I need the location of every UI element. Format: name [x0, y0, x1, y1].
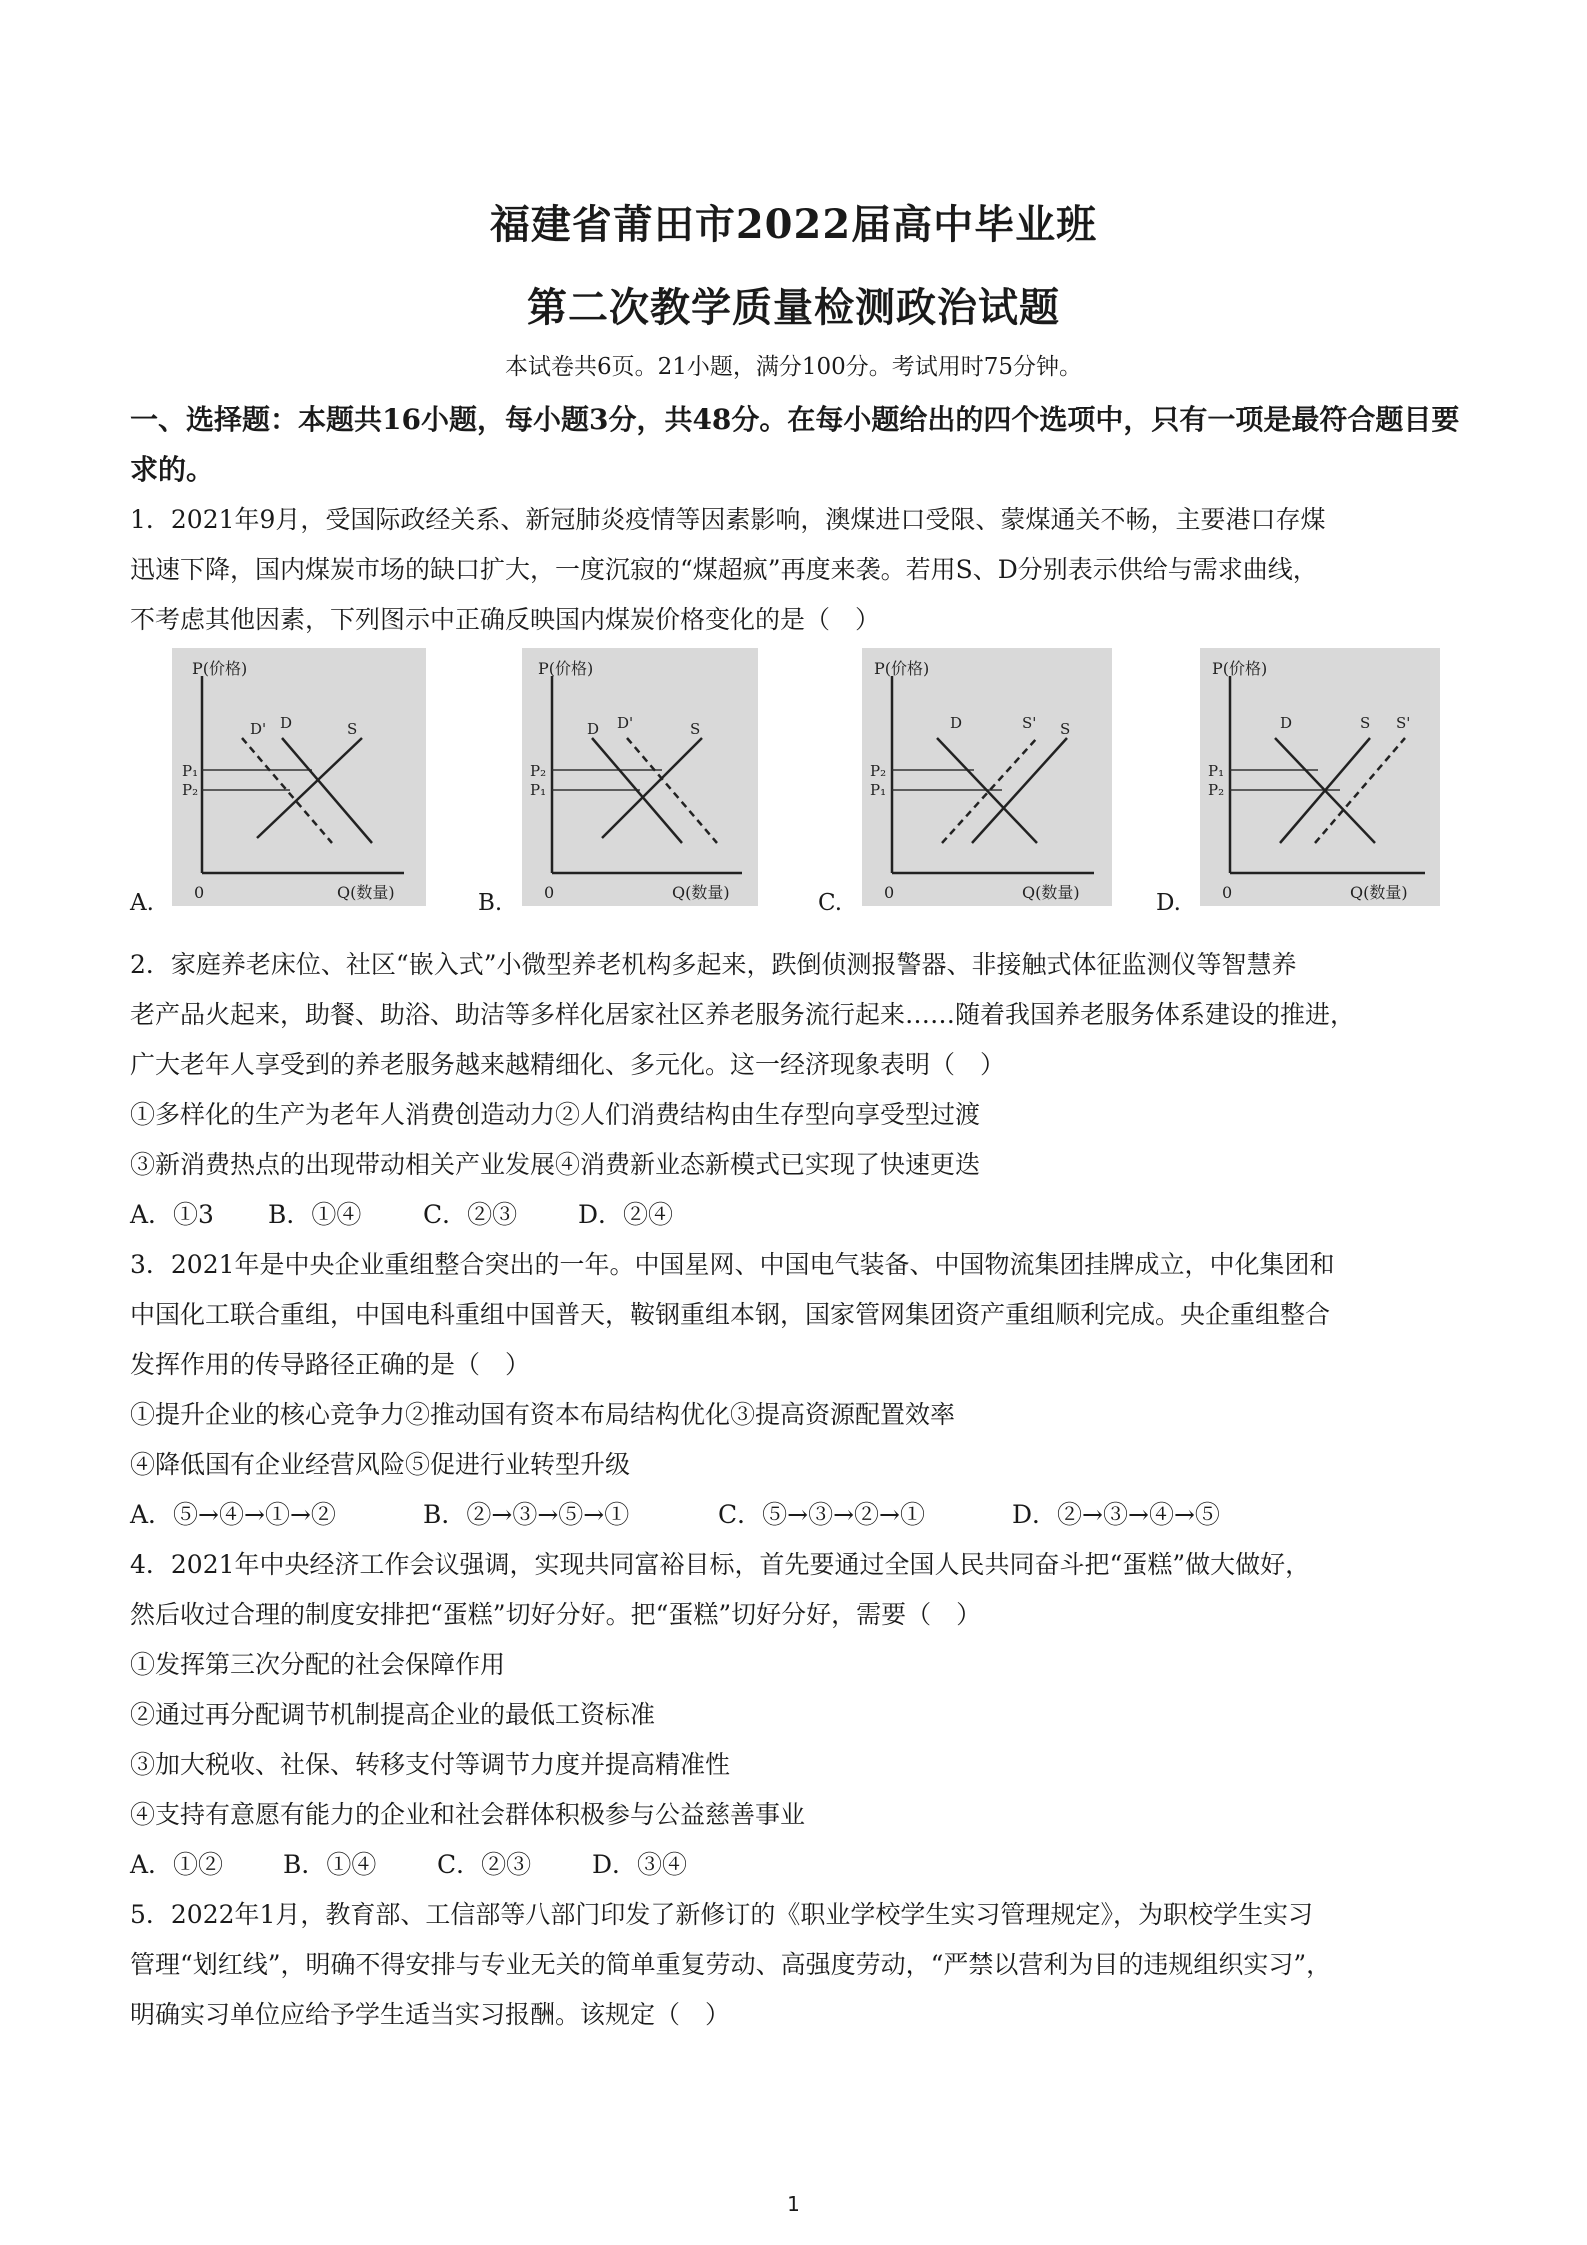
origin-label: 0 — [884, 883, 895, 902]
q1-option-d-label: D. — [1156, 890, 1181, 916]
q3-line-3: 发挥作用的传导路径正确的是（ ） — [130, 1350, 531, 1379]
lower-price-label: P₂ — [182, 781, 199, 799]
q4-line-4: ②通过再分配调节机制提高企业的最低工资标准 — [130, 1700, 656, 1729]
q4-line-5: ③加大税收、社保、转移支付等调节力度并提高精准性 — [130, 1750, 731, 1779]
exam-title-line2: 第二次教学质量检测政治试题 — [527, 284, 1060, 331]
q1-line-1: 1．2021年9月，受国际政经关系、新冠肺炎疫情等因素影响，澳煤进口受限、蒙煤通关不畅，主要港口存煤 — [130, 505, 1326, 534]
q2-line-4: ①多样化的生产为老年人消费创造动力②人们消费结构由生存型向享受型过渡 — [130, 1100, 981, 1129]
q4-line-2: 然后收过合理的制度安排把“蛋糕”切好分好。把“蛋糕”切好分好，需要（ ） — [130, 1600, 982, 1629]
q-axis-label: Q(数量) — [1350, 883, 1408, 902]
q2-option-b: B．①④ — [268, 1200, 362, 1229]
q-axis-label: Q(数量) — [337, 883, 395, 902]
q1-graph-c — [862, 648, 1112, 906]
upper-price-label: P₁ — [1208, 762, 1225, 780]
q4-option-c: C．②③ — [437, 1850, 532, 1879]
q3-option-b: B．②→③→⑤→① — [423, 1500, 630, 1529]
lower-price-label: P₂ — [1208, 781, 1225, 799]
q2-option-d: D．②④ — [578, 1200, 674, 1229]
q1-option-b-label: B. — [478, 890, 503, 916]
curve-label-1: D — [950, 714, 963, 732]
curve-label-3: S — [690, 720, 701, 738]
p-axis-label: P(价格) — [192, 659, 248, 678]
q3-line-4: ①提升企业的核心竞争力②推动国有资本布局结构优化③提高资源配置效率 — [130, 1400, 956, 1429]
p-axis-label: P(价格) — [874, 659, 930, 678]
q5-line-3: 明确实习单位应给予学生适当实习报酬。该规定（ ） — [130, 2000, 731, 2029]
q3-line-2: 中国化工联合重组，中国电科重组中国普天，鞍钢重组本钢，国家管网集团资产重组顺利完成。央企重组整合 — [130, 1300, 1331, 1329]
curve-label-3: S' — [1396, 714, 1411, 732]
q1-graph-d — [1200, 648, 1440, 906]
curve-label-2: D — [280, 714, 293, 732]
q2-line-5: ③新消费热点的出现带动相关产业发展④消费新业态新模式已实现了快速更迭 — [130, 1150, 981, 1179]
q3-line-1: 3．2021年是中央企业重组整合突出的一年。中国星网、中国电气装备、中国物流集团挂牌成立，中化集团和 — [130, 1250, 1335, 1279]
q-axis-label: Q(数量) — [1022, 883, 1080, 902]
page-number: 1 — [787, 2192, 800, 2216]
q2-option-a: A．①3 — [130, 1200, 214, 1229]
q-axis-label: Q(数量) — [672, 883, 730, 902]
q3-option-a: A．⑤→④→①→② — [130, 1500, 336, 1529]
q4-line-1: 4．2021年中央经济工作会议强调，实现共同富裕目标，首先要通过全国人民共同奋斗把“蛋糕”做大做好， — [130, 1550, 1311, 1579]
q5-line-2: 管理“划红线”，明确不得安排与专业无关的简单重复劳动、高强度劳动，“严禁以营利为目的违规组织实习”， — [130, 1950, 1332, 1979]
lower-price-label: P₁ — [870, 781, 887, 799]
origin-label: 0 — [544, 883, 555, 902]
exam-subtitle: 本试卷共6页。21小题，满分100分。考试用时75分钟。 — [504, 354, 1083, 380]
curve-label-2: S' — [1022, 714, 1037, 732]
q4-option-b: B．①④ — [283, 1850, 377, 1879]
p-axis-label: P(价格) — [538, 659, 594, 678]
q1-graph-a — [172, 648, 426, 906]
supply-curve — [257, 738, 362, 838]
origin-label: 0 — [1222, 883, 1233, 902]
q1-line-3: 不考虑其他因素，下列图示中正确反映国内煤炭价格变化的是（ ） — [130, 605, 881, 634]
q1-option-a-label: A. — [130, 890, 154, 916]
q2-option-c: C．②③ — [423, 1200, 518, 1229]
q2-line-3: 广大老年人享受到的养老服务越来越精细化、多元化。这一经济现象表明（ ） — [130, 1050, 1006, 1079]
q4-line-3: ①发挥第三次分配的社会保障作用 — [130, 1650, 506, 1679]
curve-label-1: D — [1280, 714, 1293, 732]
q3-line-5: ④降低国有企业经营风险⑤促进行业转型升级 — [130, 1450, 631, 1479]
supply-curve — [602, 738, 702, 838]
q1-option-c-label: C. — [818, 890, 843, 916]
q5-line-1: 5．2022年1月，教育部、工信部等八部门印发了新修订的《职业学校学生实习管理规定》，为职校学生实习 — [130, 1900, 1313, 1929]
demand-curve — [282, 738, 372, 843]
origin-label: 0 — [194, 883, 205, 902]
q1-graph-b — [522, 648, 758, 906]
q4-option-d: D．③④ — [592, 1850, 688, 1879]
curve-label-2: S — [1360, 714, 1371, 732]
curve-label-2: D' — [617, 714, 634, 732]
q1-line-2: 迅速下降，国内煤炭市场的缺口扩大，一度沉寂的“煤超疯”再度来袭。若用S、D分别表示供给与需求曲线， — [130, 555, 1318, 584]
q2-line-1: 2．家庭养老床位、社区“嵌入式”小微型养老机构多起来，跌倒侦测报警器、非接触式体征监测仪等智慧养 — [130, 950, 1297, 979]
lower-price-label: P₁ — [530, 781, 547, 799]
p-axis-label: P(价格) — [1212, 659, 1268, 678]
demand-curve-shifted — [627, 738, 717, 843]
q4-option-a: A．①② — [130, 1850, 224, 1879]
upper-price-label: P₂ — [870, 762, 887, 780]
q4-line-6: ④支持有意愿有能力的企业和社会群体积极参与公益慈善事业 — [130, 1800, 806, 1829]
upper-price-label: P₁ — [182, 762, 199, 780]
curve-label-3: S — [347, 720, 358, 738]
exam-title-line1: 福建省莆田市2022届高中毕业班 — [489, 201, 1098, 248]
q2-line-2: 老产品火起来，助餐、助浴、助洁等多样化居家社区养老服务流行起来……随着我国养老服务体系建设的推进， — [130, 1000, 1356, 1029]
upper-price-label: P₂ — [530, 762, 547, 780]
q3-option-c: C．⑤→③→②→① — [718, 1500, 925, 1529]
curve-label-1: D' — [250, 720, 267, 738]
curve-label-1: D — [587, 720, 600, 738]
section-heading: 一、选择题：本题共16小题，每小题3分，共48分。在每小题给出的四个选项中，只有一项是最符合题目要求的。 — [130, 403, 1460, 486]
q3-option-d: D．②→③→④→⑤ — [1012, 1500, 1220, 1529]
curve-label-3: S — [1060, 720, 1071, 738]
